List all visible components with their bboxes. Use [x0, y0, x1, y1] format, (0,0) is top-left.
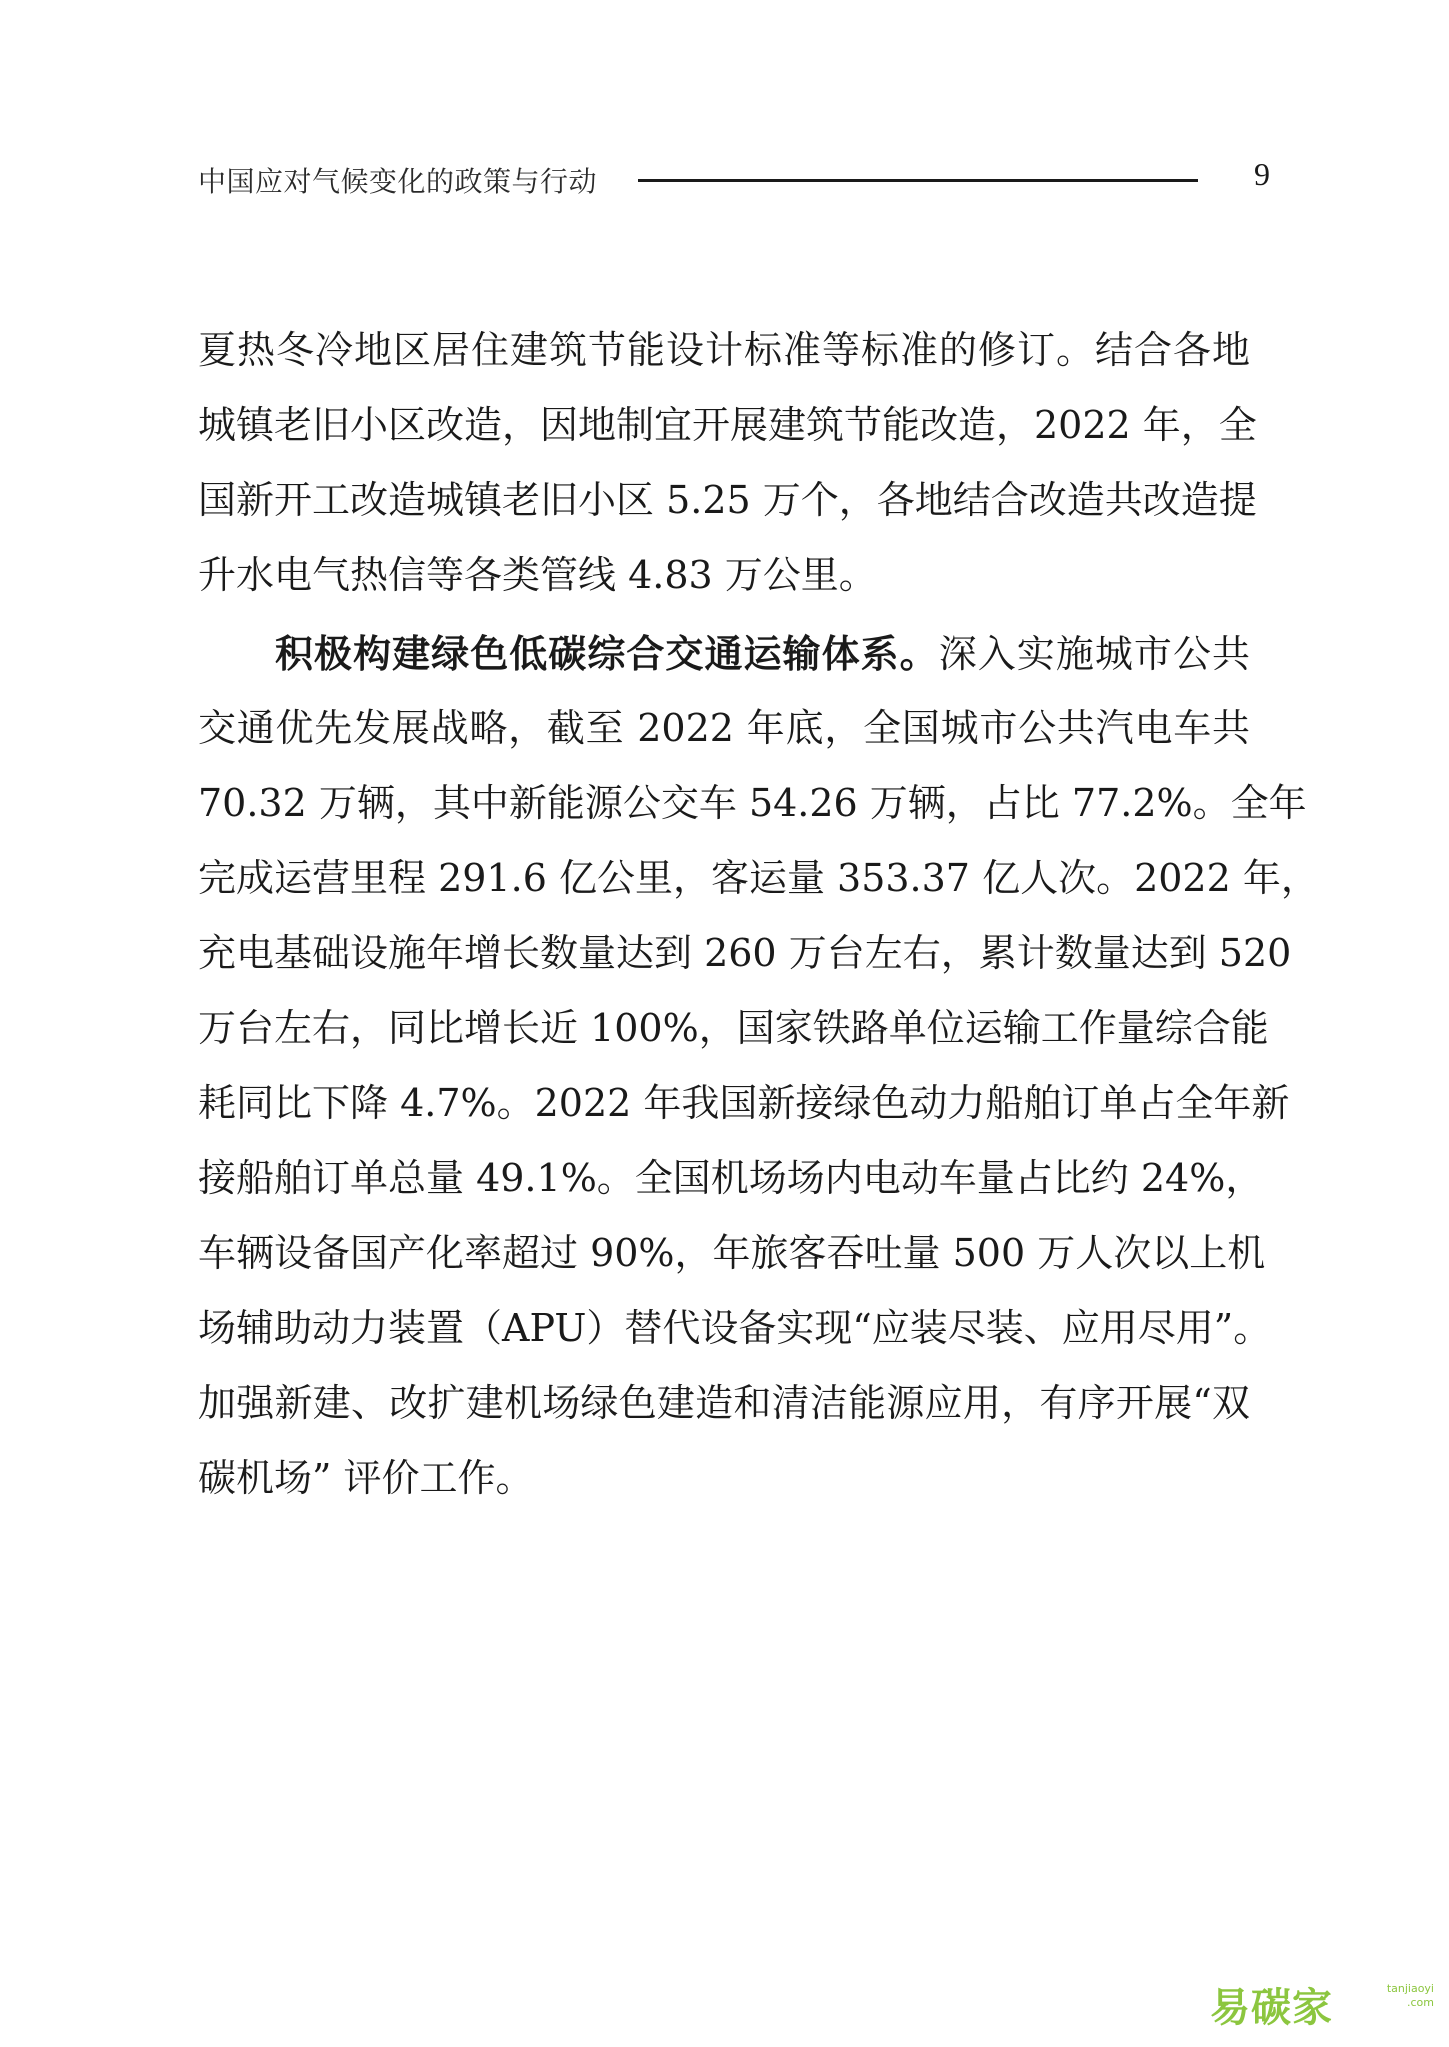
text-line: 充电基础设施年增长数量达到 260 万台左右，累计数量达到 520: [198, 931, 1292, 975]
text-line: 场辅助动力装置（APU）替代设备实现“应装尽装、应用尽用”。: [198, 1306, 1272, 1350]
text-line: 升水电气热信等各类管线 4.83 万公里。: [198, 553, 877, 597]
header-rule: [638, 179, 1198, 182]
running-header: [198, 152, 1278, 202]
watermark-domain: [1382, 1982, 1434, 2010]
paragraph-first-line-text: 深入实施城市公共: [938, 632, 1250, 676]
running-header-title: 中国应对气候变化的政策与行动: [198, 165, 598, 198]
text-line: 完成运营里程 291.6 亿公里，客运量 353.37 亿人次。2022 年，: [198, 856, 1319, 900]
page-number: 9: [1254, 156, 1270, 192]
watermark-domain-line1: tanjiaoyi: [1386, 1982, 1434, 1995]
paragraph-transport: [198, 616, 1319, 1516]
text-line: 70.32 万辆，其中新能源公交车 54.26 万辆，占比 77.2%。全年: [198, 781, 1307, 825]
text-line: 万台左右，同比增长近 100%，国家铁路单位运输工作量综合能: [198, 1006, 1269, 1050]
paragraph-buildings: [198, 313, 1257, 613]
text-line-first: [198, 616, 1250, 691]
watermark-logo: [1210, 1972, 1435, 2032]
text-line: 接船舶订单总量 49.1%。全国机场场内电动车量占比约 24%，: [198, 1156, 1264, 1200]
paragraph-lead-heading: 积极构建绿色低碳综合交通运输体系。: [275, 631, 939, 676]
watermark-domain-line2: .com: [1407, 1996, 1434, 2009]
text-line: 碳机场” 评价工作。: [198, 1456, 534, 1500]
text-line: 夏热冬冷地区居住建筑节能设计标准等标准的修订。结合各地: [198, 328, 1250, 372]
body-text: [198, 313, 1319, 1516]
watermark-brand: 易碳家: [1210, 1985, 1333, 2031]
text-line: 车辆设备国产化率超过 90%，年旅客吞吐量 500 万人次以上机: [198, 1231, 1266, 1275]
text-line: 国新开工改造城镇老旧小区 5.25 万个，各地结合改造共改造提: [198, 478, 1257, 522]
text-line: 耗同比下降 4.7%。2022 年我国新接绿色动力船舶订单占全年新: [198, 1081, 1290, 1125]
text-line: 交通优先发展战略，截至 2022 年底，全国城市公共汽电车共: [198, 706, 1250, 750]
text-line: 加强新建、改扩建机场绿色建造和清洁能源应用，有序开展“双: [198, 1381, 1250, 1425]
text-line: 城镇老旧小区改造，因地制宜开展建筑节能改造，2022 年，全: [198, 403, 1257, 447]
